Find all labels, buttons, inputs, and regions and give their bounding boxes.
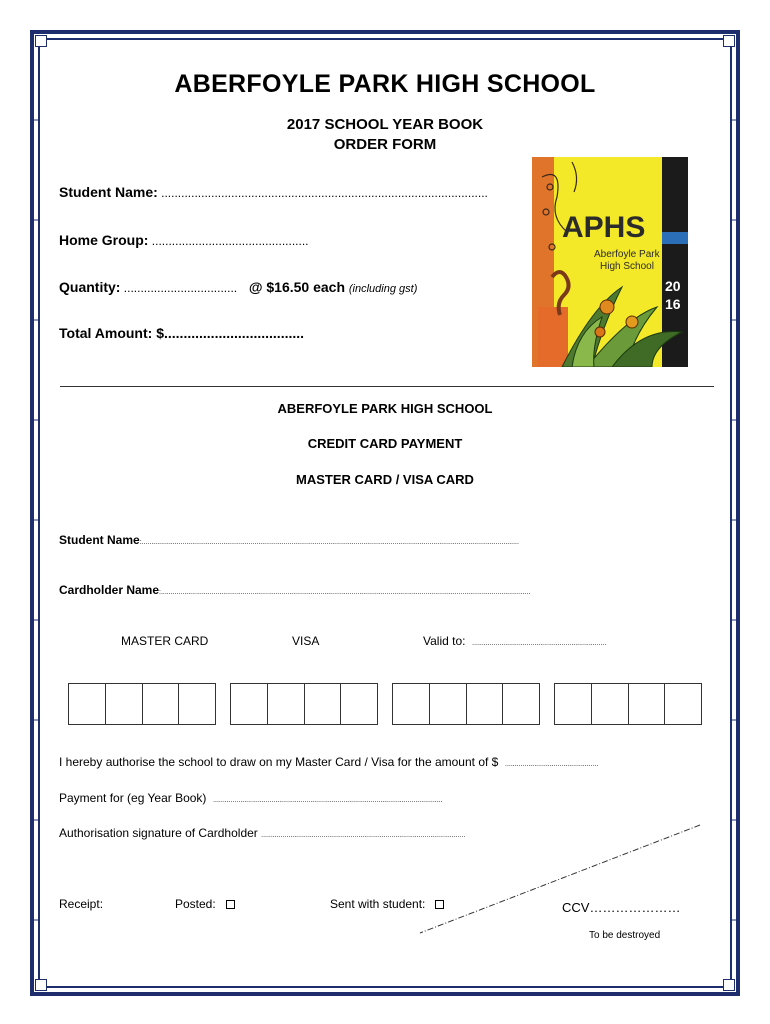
valid-to-line: ..................................................................... — [472, 640, 607, 647]
card-digit-box[interactable] — [467, 684, 504, 724]
section-divider — [60, 386, 714, 387]
order-quantity-line: .................................. — [120, 281, 238, 295]
card-digit-box[interactable] — [555, 684, 592, 724]
cover-year-top: 20 — [665, 278, 681, 294]
order-price: @ $16.50 each — [248, 279, 345, 295]
card-digit-box[interactable] — [305, 684, 342, 724]
card-digit-box[interactable] — [231, 684, 268, 724]
receipt-label: Receipt: — [59, 897, 104, 911]
signature-label: Authorisation signature of Cardholder — [59, 826, 258, 840]
card-digit-box[interactable] — [341, 684, 377, 724]
order-student-name-line: .................................................................................................. — [157, 186, 488, 200]
page-title: ABERFOYLE PARK HIGH SCHOOL — [174, 70, 596, 98]
payment-for-line: ...................................................................................................................... — [213, 797, 443, 804]
payment-for-label: Payment for (eg Year Book) — [59, 791, 207, 805]
card-digit-box[interactable] — [665, 684, 701, 724]
card-digit-box[interactable] — [592, 684, 629, 724]
card-digit-box[interactable] — [268, 684, 305, 724]
cardholder-name-line: :.............................................................................................................................................................................................. — [159, 589, 531, 596]
card-digit-box[interactable] — [430, 684, 467, 724]
payment-student-name-field[interactable] — [59, 533, 519, 547]
order-student-name-label: Student Name: — [59, 184, 158, 200]
posted-checkbox[interactable] — [226, 900, 235, 909]
order-total-line: .................................... — [164, 325, 305, 341]
ccv-field[interactable] — [562, 900, 680, 915]
cardholder-name-label: Cardholder Name — [59, 583, 160, 597]
payment-student-name-label: Student Name — [59, 533, 140, 547]
order-student-name-field[interactable] — [59, 184, 488, 200]
form-year-line: 2017 SCHOOL YEAR BOOK — [286, 116, 484, 133]
signature-line: ......................................................................................................... — [261, 832, 466, 839]
cover-year-bottom: 16 — [665, 296, 681, 312]
authorise-amount-field[interactable] — [59, 755, 598, 769]
order-total-label: Total Amount: $ — [59, 325, 164, 341]
order-price-note: (including gst) — [348, 283, 418, 295]
cover-subtitle-2: High School — [600, 261, 654, 272]
posted-label: Posted: — [175, 897, 216, 911]
card-digit-box[interactable] — [143, 684, 180, 724]
valid-to-field[interactable] — [423, 634, 606, 648]
payment-heading: CREDIT CARD PAYMENT — [307, 436, 463, 451]
card-digit-box[interactable] — [69, 684, 106, 724]
authorise-amount-line: ................................................ — [505, 761, 599, 768]
order-total-field[interactable] — [59, 325, 304, 341]
card-number-group-4[interactable] — [554, 683, 702, 725]
ccv-label: CCV………………… — [562, 900, 681, 915]
card-digit-box[interactable] — [393, 684, 430, 724]
authorise-text: I hereby authorise the school to draw on my Master Card / Visa for the amount of $ — [59, 755, 499, 769]
payment-for-field[interactable] — [59, 791, 443, 805]
sent-label: Sent with student: — [330, 897, 426, 911]
master-card-label: MASTER CARD — [121, 634, 209, 648]
yearbook-cover-image — [532, 157, 688, 367]
cardholder-name-field[interactable] — [59, 583, 531, 597]
card-number-group-3[interactable] — [392, 683, 540, 725]
order-home-group-field[interactable] — [59, 232, 308, 248]
visa-label: VISA — [292, 634, 320, 648]
order-home-group-line: ............................................... — [148, 234, 309, 248]
order-home-group-label: Home Group: — [59, 232, 149, 248]
cut-line — [415, 820, 705, 940]
card-number-group-2[interactable] — [230, 683, 378, 725]
form-type-line: ORDER FORM — [333, 136, 437, 153]
payment-student-name-line: :.................................................................................................................................................................................................. — [139, 539, 519, 546]
sent-checkbox[interactable] — [435, 900, 444, 909]
payment-card-types: MASTER CARD / VISA CARD — [296, 472, 474, 487]
ccv-note: To be destroyed — [589, 930, 661, 941]
cover-logo: APHS — [562, 211, 646, 244]
posted-option[interactable] — [175, 897, 235, 911]
card-number-group-1[interactable] — [68, 683, 216, 725]
card-digit-box[interactable] — [106, 684, 143, 724]
card-digit-box[interactable] — [629, 684, 666, 724]
signature-field[interactable] — [59, 826, 465, 840]
cover-subtitle-1: Aberfoyle Park — [594, 249, 660, 260]
card-digit-box[interactable] — [503, 684, 539, 724]
valid-to-label: Valid to: — [423, 634, 466, 648]
sent-with-student-option[interactable] — [330, 897, 444, 911]
order-quantity-label: Quantity: — [59, 279, 121, 295]
payment-school-name: ABERFOYLE PARK HIGH SCHOOL — [277, 401, 493, 416]
order-quantity-field[interactable] — [59, 279, 417, 295]
card-digit-box[interactable] — [179, 684, 215, 724]
